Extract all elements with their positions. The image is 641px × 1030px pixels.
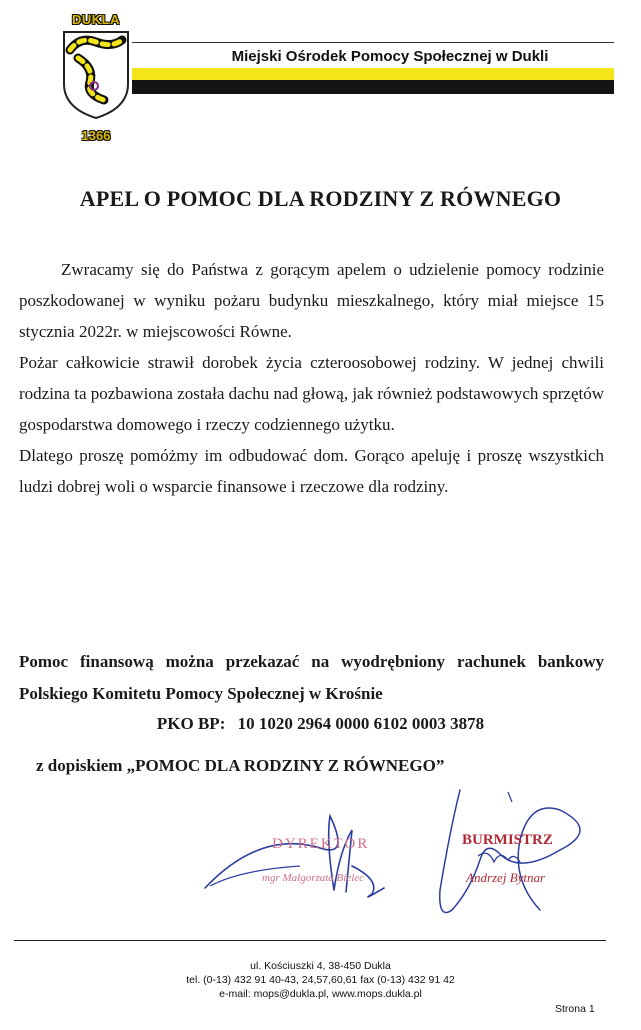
paragraph-3: Dlatego proszę pomóżmy im odbudować dom. Gorąco apeluję i proszę wszystkich ludzi dobrej woli o wsparcie finansowe i rzeczowe dla rodziny.: [19, 446, 604, 496]
footer-email-web: e-mail: mops@dukla.pl, www.mops.dukla.pl: [219, 988, 422, 1000]
finance-info: [19, 646, 604, 710]
transfer-note: z dopiskiem „POMOC DLA RODZINY Z RÓWNEGO”: [36, 756, 445, 775]
bank-account: [0, 714, 641, 734]
mayor-stamp-title: BURMISTRZ: [462, 832, 553, 848]
header-yellow-stripe: [132, 68, 614, 80]
director-stamp-name: mgr Małgorzata Bielec: [262, 872, 365, 884]
handwritten-signatures: [0, 770, 641, 950]
footer-contact: [0, 959, 641, 1001]
crest-top-text: DUKLA: [72, 12, 120, 27]
finance-text: Pomoc finansową można przekazać na wyodrębniony rachunek bankowy Polskiego Komitetu Pomocy Społecznej w Krośnie: [19, 652, 604, 703]
footer-phones: tel. (0-13) 432 91 40-43, 24,57,60,61 fax (0-13) 432 91 42: [186, 974, 455, 986]
appeal-title: APEL O POMOC DLA RODZINY Z RÓWNEGO: [79, 186, 562, 211]
mayor-stamp-name: Andrzej Bytnar: [466, 870, 546, 885]
paragraph-2: Pożar całkowicie strawił dorobek życia czteroosobowej rodziny. W jednej chwili rodzina ta pozbawiona została dachu nad głową, jak również podstawowych sprzętów gospodarstwa domowego i rzeczy codziennego użytku.: [19, 353, 604, 434]
account-label: PKO BP:: [156, 714, 226, 733]
header-rule: [132, 42, 614, 43]
appeal-body: [19, 254, 604, 502]
organization-name: Miejski Ośrodek Pomocy Społecznej w Dukli: [231, 48, 549, 65]
account-number: 10 1020 2964 0000 6102 0003 3878: [237, 714, 485, 733]
footer-address: ul. Kościuszki 4, 38-450 Dukla: [250, 960, 391, 972]
header-black-stripe: [132, 80, 614, 94]
footer-rule: [14, 940, 606, 941]
crest-year-text: 1366: [81, 128, 111, 143]
page-number: Strona 1: [555, 1003, 595, 1015]
paragraph-1: Zwracamy się do Państwa z gorącym apelem o udzielenie pomocy rodzinie poszkodowanej w wyniku pożaru budynku mieszkalnego, który miał miejsce 15 stycznia 2022r. w miejscowości Równe.: [19, 260, 604, 341]
crest-shield-icon: [60, 28, 132, 120]
dukla-coat-of-arms: [60, 12, 132, 143]
director-stamp-title: DYREKTOR: [272, 836, 370, 852]
